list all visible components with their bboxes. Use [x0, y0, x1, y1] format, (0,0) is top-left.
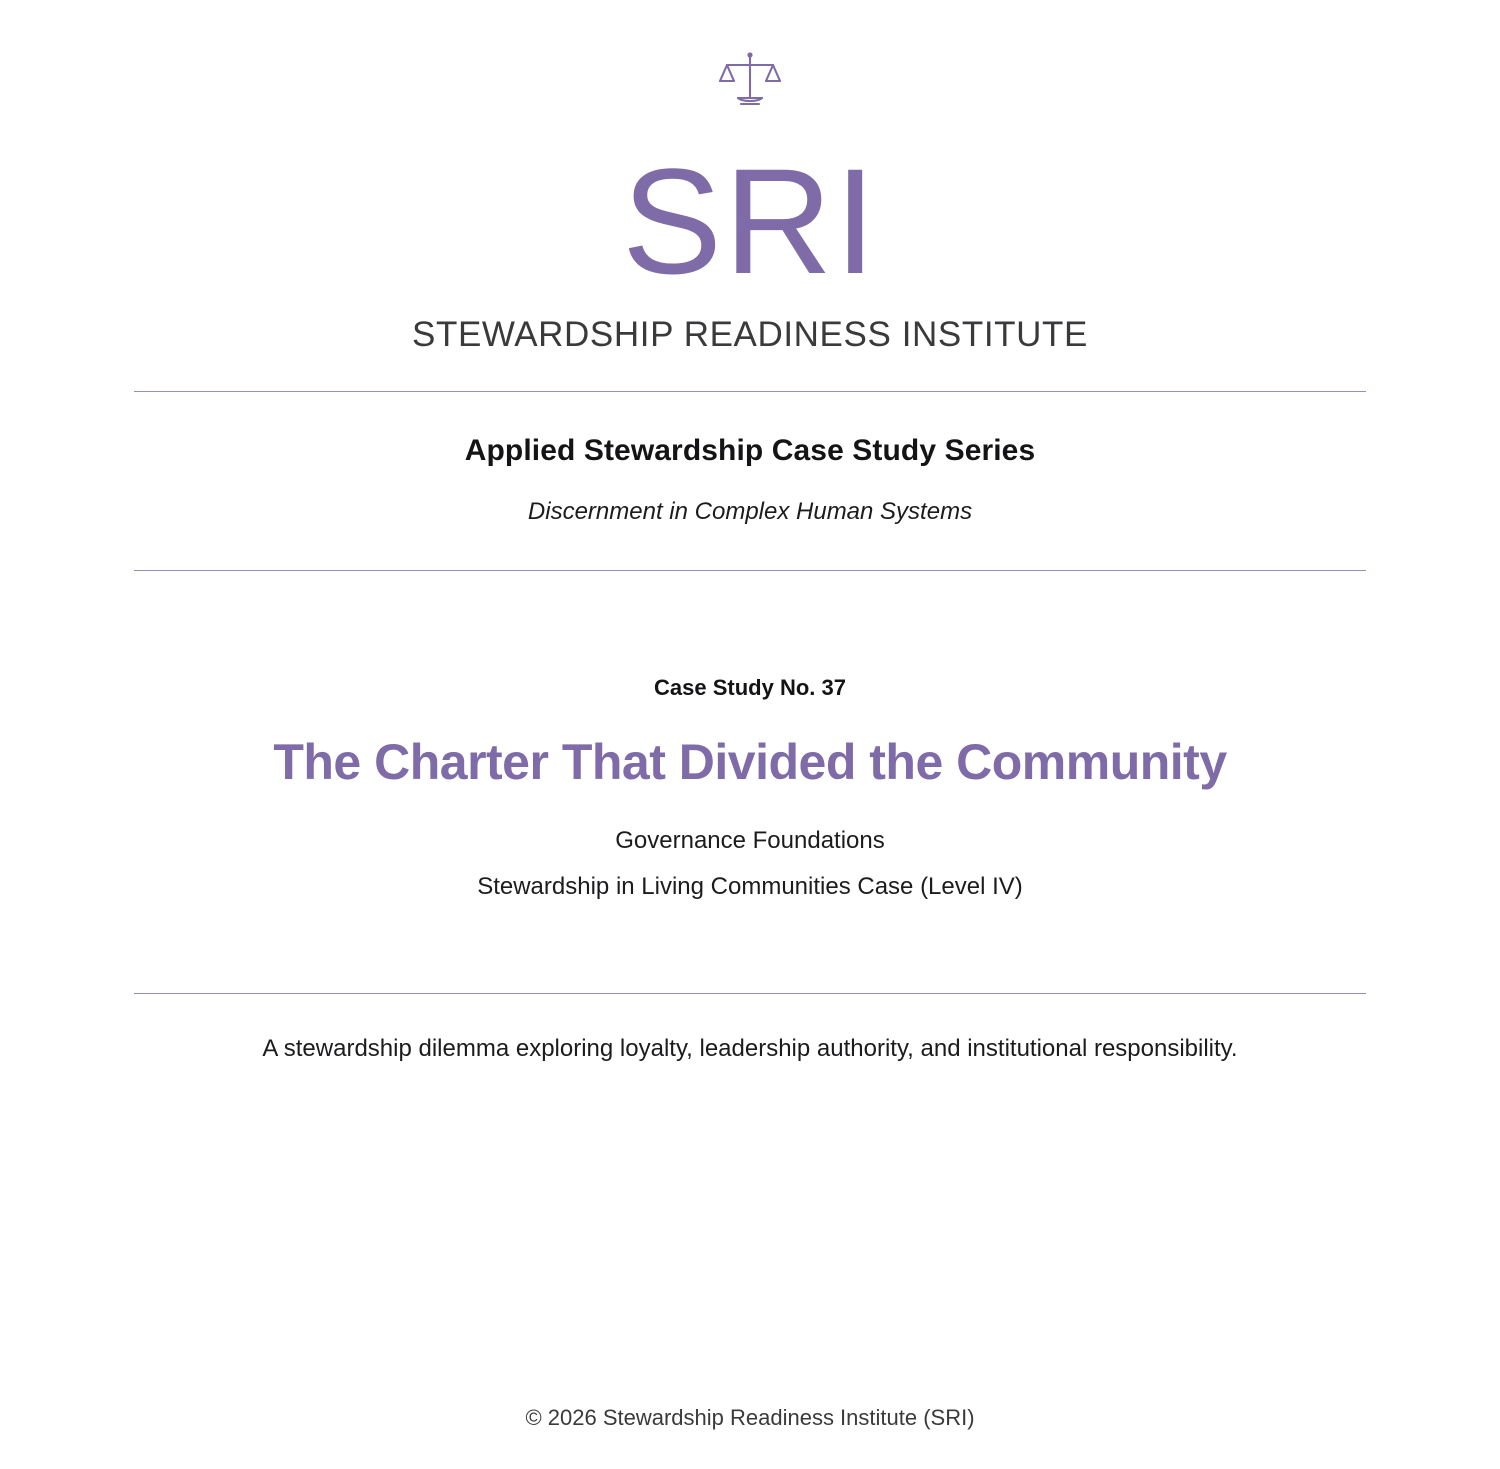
case-level: Stewardship in Living Communities Case (Level IV): [477, 873, 1023, 900]
series-subtitle: Discernment in Complex Human Systems: [527, 498, 973, 525]
case-title: The Charter That Divided the Community: [273, 734, 1227, 790]
case-description: A stewardship dilemma exploring loyalty, leadership authority, and institutional responsibility.: [262, 1035, 1238, 1062]
copyright-footer: © 2026 Stewardship Readiness Institute (SRI): [525, 1405, 975, 1430]
divider-bottom: [134, 993, 1366, 994]
scales-of-justice-icon: [715, 48, 785, 118]
divider-top: [134, 391, 1366, 392]
logo-letters: SRI: [621, 137, 879, 305]
series-title: Applied Stewardship Case Study Series: [464, 434, 1036, 467]
case-number: Case Study No. 37: [654, 675, 846, 700]
institute-name: STEWARDSHIP READINESS INSTITUTE: [412, 315, 1088, 354]
case-track: Governance Foundations: [615, 827, 885, 854]
divider-middle: [134, 570, 1366, 571]
